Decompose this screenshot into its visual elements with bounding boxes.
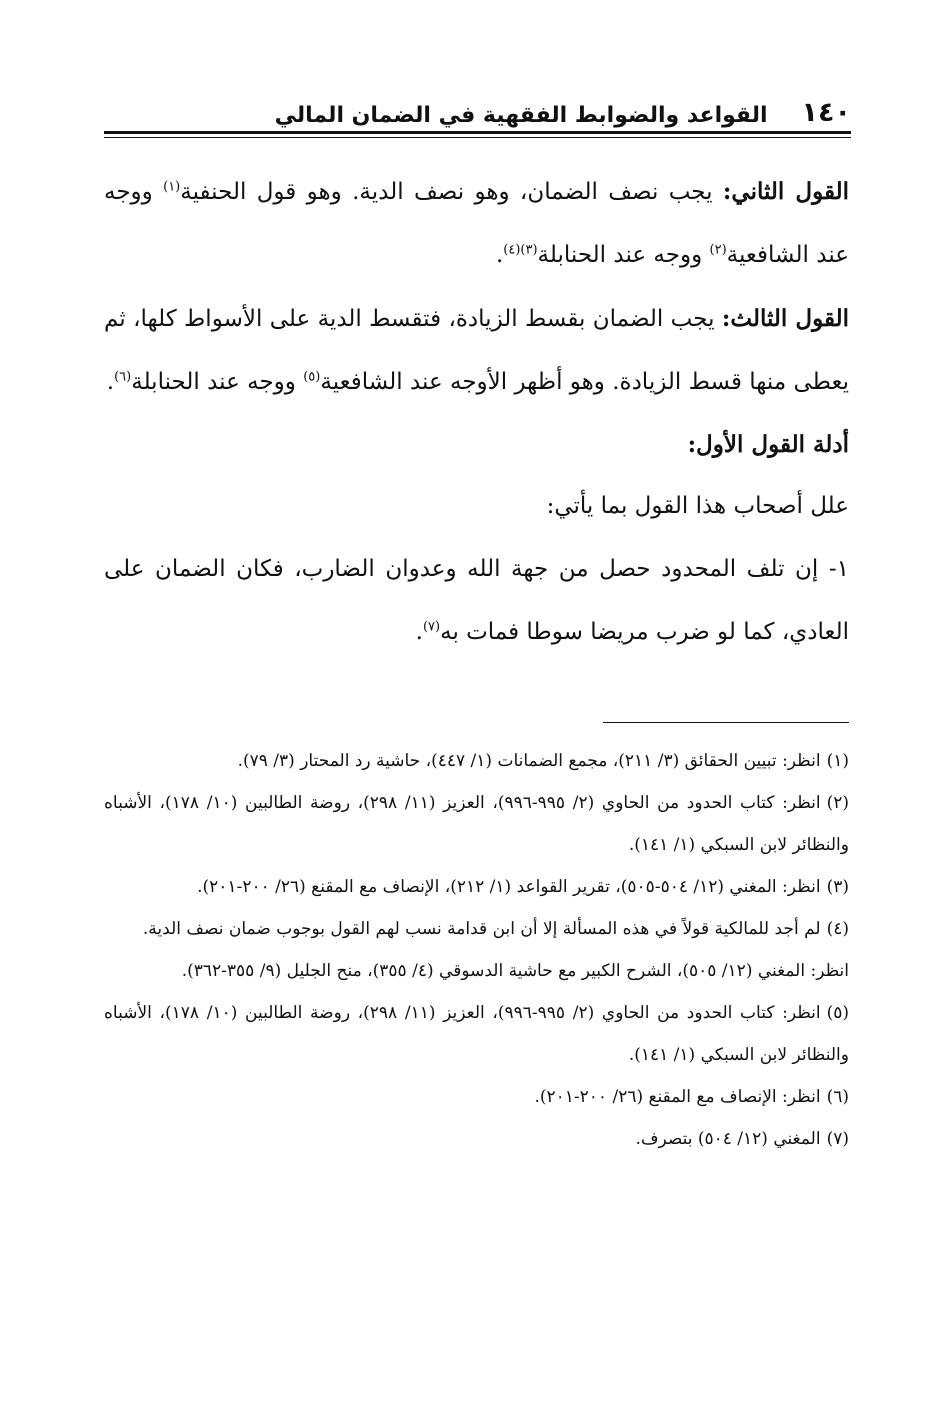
footnote-4-continued xyxy=(104,950,849,992)
footnote-ref[interactable]: (٧) xyxy=(422,619,441,635)
footnote-number: (٧) xyxy=(826,1129,849,1149)
header-rule xyxy=(104,131,851,134)
footnote-number: (٤) xyxy=(826,919,849,939)
footnote-ref[interactable]: (٢) xyxy=(709,242,727,258)
footnote-text: المغني (١٢/ ٥٠٤) بتصرف. xyxy=(635,1129,821,1149)
footnote-ref[interactable]: (٦) xyxy=(114,369,132,385)
paragraph-text: ووجه عند الحنابلة xyxy=(131,369,304,395)
footnote-text: انظر: كتاب الحدود من الحاوي (٢/ ٩٩٥-٩٩٦)، العزيز (١١/ ٢٩٨)، روضة الطالبين (١٠/ ١٧٨)، الأشباه والنظائر لابن السبكي (١/ ١٤١). xyxy=(104,1003,849,1065)
paragraph-text: . xyxy=(415,619,423,645)
footnote-number: (٢) xyxy=(826,793,850,813)
footnote-text: انظر: تبيين الحقائق (٣/ ٢١١)، مجمع الضمانات (١/ ٤٤٧)، حاشية رد المحتار (٣/ ٧٩). xyxy=(237,751,821,771)
page-number: ١٤٠ xyxy=(801,97,851,128)
running-title: القواعد والضوابط الفقهية في الضمان المالي xyxy=(274,103,768,128)
paragraph-text: ووجه عند الحنابلة xyxy=(537,242,710,268)
paragraph-text: يجب نصف الضمان، وهو نصف الدية. وهو قول الحنفية xyxy=(180,179,723,205)
footnote-separator xyxy=(603,722,849,723)
paragraph-text: ١- إن تلف المحدود حصل من جهة الله وعدوان الضارب، فكان الضمان على العادي، كما لو ضرب مريضا سوطا فمات به xyxy=(104,556,849,645)
footnote-number: (١) xyxy=(826,751,849,771)
footnote-4 xyxy=(104,908,849,950)
footnote-1 xyxy=(104,740,849,782)
paragraph-third-opinion xyxy=(104,287,849,414)
footnotes xyxy=(104,740,849,1160)
footnote-text: انظر: كتاب الحدود من الحاوي (٢/ ٩٩٥-٩٩٦)، العزيز (١١/ ٢٩٨)، روضة الطالبين (١٠/ ١٧٨)، الأشباه والنظائر لابن السبكي (١/ ١٤١). xyxy=(104,793,849,855)
footnote-number: (٦) xyxy=(826,1087,849,1107)
paragraph-text: . xyxy=(106,369,115,395)
footnote-number: (٣) xyxy=(826,877,849,897)
footnote-6 xyxy=(104,1076,849,1118)
paragraph-argument-1 xyxy=(104,538,849,664)
paragraph-second-opinion xyxy=(104,160,849,287)
paragraph-intro: علل أصحاب هذا القول بما يأتي: xyxy=(546,493,849,519)
page-header xyxy=(104,88,851,128)
paragraph-text: يجب الضمان بقسط الزيادة، فتقسط الدية على الأسواط كلها، ثم يعطى منها قسط الزيادة. وهو أظهر الأوجه عند الشافعية xyxy=(104,306,849,395)
footnote-5 xyxy=(104,992,849,1076)
footnote-ref[interactable]: (٥) xyxy=(303,369,321,385)
opinion-label: القول الثالث: xyxy=(721,305,850,332)
opinion-label: القول الثاني: xyxy=(722,178,849,205)
footnote-ref[interactable]: (١) xyxy=(163,179,181,195)
paragraph-text: ووجه عند الشافعية xyxy=(104,179,849,268)
footnote-text: انظر: المغني (١٢/ ٥٠٥)، الشرح الكبير مع حاشية الدسوقي (٤/ ٣٥٥)، منح الجليل (٩/ ٣٥٥-٣٦٢). xyxy=(181,961,849,981)
paragraph-text: . xyxy=(495,242,504,268)
footnote-text: انظر: المغني (١٢/ ٥٠٤-٥٠٥)، تقرير القواعد (١/ ٢١٢)، الإنصاف مع المقنع (٢٦/ ٢٠٠-٢٠١). xyxy=(197,877,821,897)
main-text xyxy=(104,160,849,664)
footnote-ref[interactable]: (٣)(٤) xyxy=(503,242,538,258)
header-rule-thin xyxy=(104,137,851,138)
footnote-text: لم أجد للمالكية قولاً في هذه المسألة إلا أن ابن قدامة نسب لهم القول بوجوب ضمان نصف الدية. xyxy=(142,919,821,939)
footnote-2 xyxy=(104,782,849,866)
section-heading: أدلة القول الأول: xyxy=(687,431,849,458)
footnote-7 xyxy=(104,1118,849,1160)
footnote-number: (٥) xyxy=(826,1003,850,1023)
footnote-3 xyxy=(104,866,849,908)
footnote-text: انظر: الإنصاف مع المقنع (٢٦/ ٢٠٠-٢٠١). xyxy=(534,1087,821,1107)
